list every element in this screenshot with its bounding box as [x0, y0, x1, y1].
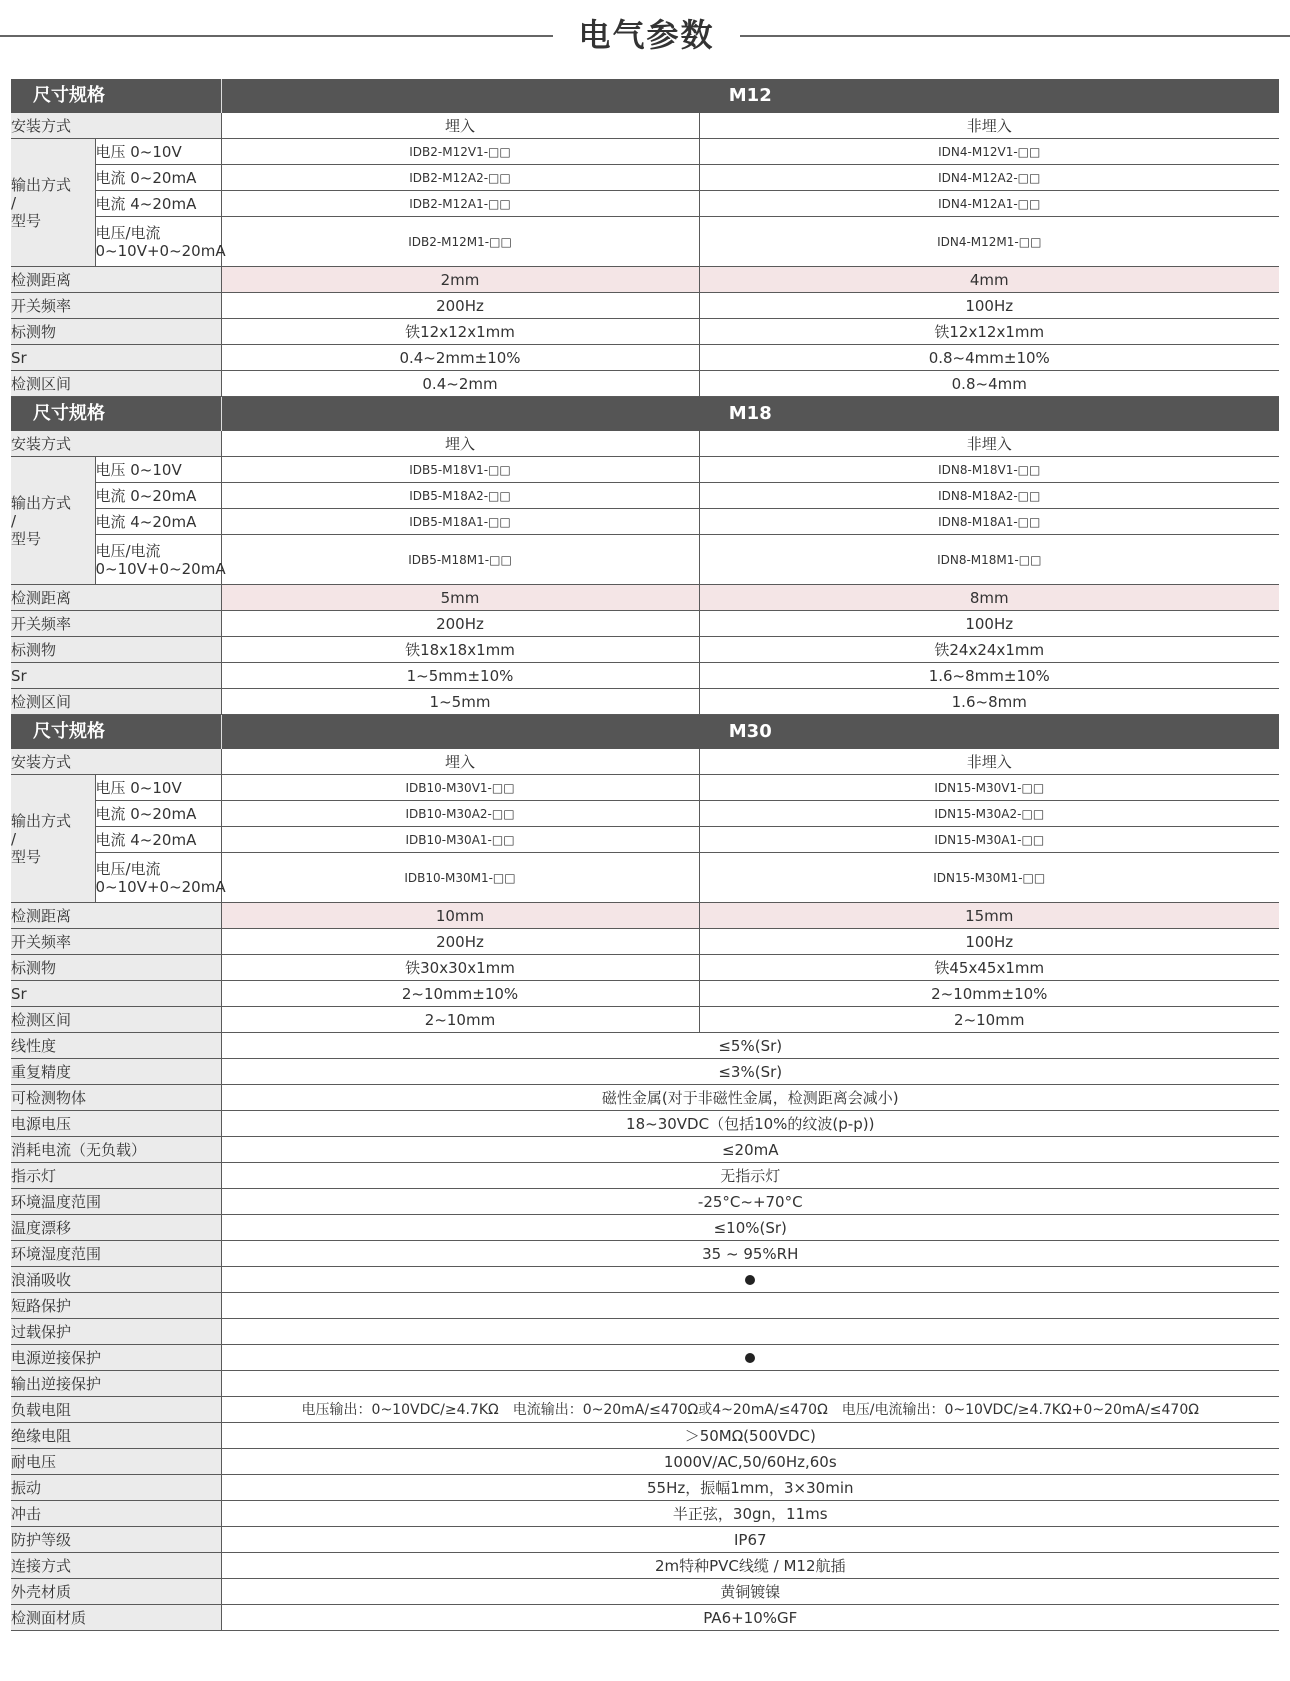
supported-dot-icon	[745, 1275, 755, 1285]
common-spec-row	[11, 1605, 1279, 1631]
common-spec-value: ≤5%(Sr)	[221, 1033, 1279, 1059]
range-row	[11, 371, 1279, 397]
mount-row	[11, 113, 1279, 139]
row-label: 标测物	[11, 319, 221, 345]
section-header-row	[11, 715, 1279, 750]
common-spec-value: PA6+10%GF	[221, 1605, 1279, 1631]
row-label: Sr	[11, 345, 221, 371]
common-spec-row	[11, 1397, 1279, 1423]
frequency-nonflush-value: 100Hz	[699, 929, 1279, 955]
section-header-row	[11, 79, 1279, 113]
output-type-label: 电流 0~20mA	[95, 483, 221, 509]
model-code-flush: IDB2-M12V1-□□	[221, 139, 699, 165]
output-type-line: /	[11, 511, 17, 530]
row-label: 检测面材质	[11, 1605, 221, 1631]
target-flush-value: 铁18x18x1mm	[221, 637, 699, 663]
output-type-line: 输出方式	[11, 493, 72, 512]
row-label: 防护等级	[11, 1527, 221, 1553]
supported-dot-icon	[745, 1353, 755, 1363]
target-flush-value: 铁30x30x1mm	[221, 955, 699, 981]
distance-nonflush-value: 4mm	[699, 267, 1279, 293]
output-type-line: 输出方式	[11, 811, 72, 830]
common-spec-value: 2m特种PVC线缆 / M12航插	[221, 1553, 1279, 1579]
output-type-group-label	[11, 457, 95, 585]
sr-nonflush-value: 1.6~8mm±10%	[699, 663, 1279, 689]
model-code-nonflush: IDN8-M18A2-□□	[699, 483, 1279, 509]
model-code-nonflush: IDN15-M30A2-□□	[699, 801, 1279, 827]
frequency-flush-value: 200Hz	[221, 293, 699, 319]
output-type-line: 型号	[11, 211, 42, 230]
frequency-row	[11, 611, 1279, 637]
row-label: 开关频率	[11, 929, 221, 955]
mount-flush-value: 埋入	[221, 749, 699, 775]
common-spec-value	[221, 1267, 1279, 1293]
output-type-label	[95, 853, 226, 903]
row-label: 耐电压	[11, 1449, 221, 1475]
sr-row	[11, 981, 1279, 1007]
model-code-nonflush: IDN8-M18A1-□□	[699, 509, 1279, 535]
frequency-flush-value: 200Hz	[221, 611, 699, 637]
row-label: 环境湿度范围	[11, 1241, 221, 1267]
output-type-label	[95, 535, 226, 585]
output-model-row	[11, 801, 1279, 827]
common-spec-value: 无指示灯	[221, 1163, 1279, 1189]
model-code-nonflush: IDN15-M30V1-□□	[699, 775, 1279, 801]
row-label: 检测距离	[11, 267, 221, 293]
output-type-label: 电流 4~20mA	[95, 827, 221, 853]
frequency-row	[11, 929, 1279, 955]
common-spec-row	[11, 1319, 1279, 1345]
common-spec-row	[11, 1449, 1279, 1475]
row-label: 过载保护	[11, 1319, 221, 1345]
target-row	[11, 637, 1279, 663]
target-nonflush-value: 铁45x45x1mm	[699, 955, 1279, 981]
range-nonflush-value: 2~10mm	[699, 1007, 1279, 1033]
output-type-line: 电压/电流	[95, 541, 161, 560]
frequency-row	[11, 293, 1279, 319]
common-spec-row	[11, 1189, 1279, 1215]
frequency-nonflush-value: 100Hz	[699, 293, 1279, 319]
row-label: 绝缘电阻	[11, 1423, 221, 1449]
sr-nonflush-value: 2~10mm±10%	[699, 981, 1279, 1007]
section-model-name: M18	[221, 397, 1279, 432]
row-label: 消耗电流（无负载）	[11, 1137, 221, 1163]
output-model-row	[11, 191, 1279, 217]
model-code-flush: IDB10-M30M1-□□	[221, 853, 699, 903]
model-code-nonflush: IDN4-M12A2-□□	[699, 165, 1279, 191]
common-spec-row	[11, 1423, 1279, 1449]
row-label: 电源逆接保护	[11, 1345, 221, 1371]
common-spec-value: 18~30VDC（包括10%的纹波(p-p))	[221, 1111, 1279, 1137]
section-size-label: 尺寸规格	[11, 715, 221, 750]
common-spec-value: 磁性金属(对于非磁性金属，检测距离会减小)	[221, 1085, 1279, 1111]
model-code-nonflush: IDN8-M18V1-□□	[699, 457, 1279, 483]
model-code-nonflush: IDN15-M30M1-□□	[699, 853, 1279, 903]
range-flush-value: 2~10mm	[221, 1007, 699, 1033]
output-type-line: 输出方式	[11, 175, 72, 194]
common-spec-row	[11, 1111, 1279, 1137]
target-row	[11, 319, 1279, 345]
output-model-row	[11, 139, 1279, 165]
row-label: 振动	[11, 1475, 221, 1501]
row-label: 温度漂移	[11, 1215, 221, 1241]
output-type-label: 电流 4~20mA	[95, 191, 221, 217]
common-spec-value: 半正弦，30gn，11ms	[221, 1501, 1279, 1527]
output-type-line: 型号	[11, 529, 42, 548]
row-label: 负载电阻	[11, 1397, 221, 1423]
target-nonflush-value: 铁12x12x1mm	[699, 319, 1279, 345]
output-model-row	[11, 483, 1279, 509]
distance-row	[11, 585, 1279, 611]
common-spec-value: -25°C~+70°C	[221, 1189, 1279, 1215]
common-spec-value: 35 ~ 95%RH	[221, 1241, 1279, 1267]
mount-flush-value: 埋入	[221, 113, 699, 139]
distance-row	[11, 903, 1279, 929]
output-type-line: 电压/电流	[95, 859, 161, 878]
output-type-label: 电压 0~10V	[95, 457, 221, 483]
output-type-line: 0~10V+0~20mA	[95, 877, 226, 896]
output-type-line: /	[11, 193, 17, 212]
distance-nonflush-value: 15mm	[699, 903, 1279, 929]
output-model-row	[11, 535, 1279, 585]
common-spec-row	[11, 1293, 1279, 1319]
common-spec-value: ≤3%(Sr)	[221, 1059, 1279, 1085]
common-spec-row	[11, 1371, 1279, 1397]
row-label: 安装方式	[11, 431, 221, 457]
common-spec-row	[11, 1267, 1279, 1293]
mount-row	[11, 431, 1279, 457]
model-code-flush: IDB5-M18M1-□□	[221, 535, 699, 585]
common-spec-row	[11, 1241, 1279, 1267]
row-label: 环境温度范围	[11, 1189, 221, 1215]
output-type-line: 0~10V+0~20mA	[95, 241, 226, 260]
model-code-flush: IDB10-M30A1-□□	[221, 827, 699, 853]
output-type-line: 型号	[11, 847, 42, 866]
mount-row	[11, 749, 1279, 775]
distance-nonflush-value: 8mm	[699, 585, 1279, 611]
mount-nonflush-value: 非埋入	[699, 749, 1279, 775]
section-size-label: 尺寸规格	[11, 79, 221, 113]
frequency-flush-value: 200Hz	[221, 929, 699, 955]
row-label: 外壳材质	[11, 1579, 221, 1605]
row-label: 安装方式	[11, 113, 221, 139]
section-model-name: M12	[221, 79, 1279, 113]
output-model-row	[11, 509, 1279, 535]
common-spec-row	[11, 1215, 1279, 1241]
sr-flush-value: 1~5mm±10%	[221, 663, 699, 689]
common-spec-row	[11, 1033, 1279, 1059]
model-code-flush: IDB5-M18V1-□□	[221, 457, 699, 483]
output-type-group-label	[11, 775, 95, 903]
output-type-line: 0~10V+0~20mA	[95, 559, 226, 578]
range-flush-value: 1~5mm	[221, 689, 699, 715]
output-type-line: /	[11, 829, 17, 848]
output-model-row	[11, 827, 1279, 853]
row-label: 指示灯	[11, 1163, 221, 1189]
common-spec-row	[11, 1553, 1279, 1579]
common-spec-row	[11, 1059, 1279, 1085]
output-type-label: 电流 0~20mA	[95, 801, 221, 827]
row-label: 线性度	[11, 1033, 221, 1059]
output-model-row	[11, 457, 1279, 483]
common-spec-value	[221, 1345, 1279, 1371]
sr-nonflush-value: 0.8~4mm±10%	[699, 345, 1279, 371]
range-nonflush-value: 0.8~4mm	[699, 371, 1279, 397]
common-spec-value: 1000V/AC,50/60Hz,60s	[221, 1449, 1279, 1475]
common-spec-value	[221, 1293, 1279, 1319]
row-label: 标测物	[11, 637, 221, 663]
common-spec-row	[11, 1527, 1279, 1553]
model-code-nonflush: IDN8-M18M1-□□	[699, 535, 1279, 585]
row-label: 连接方式	[11, 1553, 221, 1579]
row-label: 检测区间	[11, 689, 221, 715]
sr-flush-value: 0.4~2mm±10%	[221, 345, 699, 371]
row-label: 短路保护	[11, 1293, 221, 1319]
distance-flush-value: 10mm	[221, 903, 699, 929]
range-nonflush-value: 1.6~8mm	[699, 689, 1279, 715]
range-row	[11, 689, 1279, 715]
spec-table	[11, 79, 1279, 1631]
row-label: 检测距离	[11, 903, 221, 929]
sr-row	[11, 663, 1279, 689]
row-label: 可检测物体	[11, 1085, 221, 1111]
row-label: 冲击	[11, 1501, 221, 1527]
row-label: 检测距离	[11, 585, 221, 611]
model-code-flush: IDB2-M12M1-□□	[221, 217, 699, 267]
model-code-nonflush: IDN4-M12V1-□□	[699, 139, 1279, 165]
common-spec-row	[11, 1475, 1279, 1501]
output-model-row	[11, 853, 1279, 903]
output-type-label: 电压 0~10V	[95, 775, 221, 801]
common-spec-row	[11, 1345, 1279, 1371]
common-spec-value: ≤10%(Sr)	[221, 1215, 1279, 1241]
target-nonflush-value: 铁24x24x1mm	[699, 637, 1279, 663]
model-code-flush: IDB10-M30V1-□□	[221, 775, 699, 801]
distance-flush-value: 2mm	[221, 267, 699, 293]
model-code-nonflush: IDN4-M12M1-□□	[699, 217, 1279, 267]
output-type-line: 电压/电流	[95, 223, 161, 242]
row-label: 输出逆接保护	[11, 1371, 221, 1397]
common-spec-row	[11, 1501, 1279, 1527]
output-model-row	[11, 165, 1279, 191]
title-divider-right	[740, 35, 1290, 37]
section-size-label: 尺寸规格	[11, 397, 221, 432]
row-label: 检测区间	[11, 371, 221, 397]
common-spec-value: 电压输出：0~10VDC/≥4.7KΩ 电流输出：0~20mA/≤470Ω或4~20mA/≤470Ω 电压/电流输出：0~10VDC/≥4.7KΩ+0~20mA/≤470Ω	[221, 1397, 1279, 1423]
row-label: Sr	[11, 663, 221, 689]
common-spec-value: ≤20mA	[221, 1137, 1279, 1163]
target-row	[11, 955, 1279, 981]
row-label: 标测物	[11, 955, 221, 981]
output-model-row	[11, 217, 1279, 267]
common-spec-value: IP67	[221, 1527, 1279, 1553]
output-type-group-label	[11, 139, 95, 267]
row-label: 检测区间	[11, 1007, 221, 1033]
mount-nonflush-value: 非埋入	[699, 113, 1279, 139]
model-code-flush: IDB10-M30A2-□□	[221, 801, 699, 827]
common-spec-value	[221, 1319, 1279, 1345]
frequency-nonflush-value: 100Hz	[699, 611, 1279, 637]
model-code-nonflush: IDN4-M12A1-□□	[699, 191, 1279, 217]
common-spec-row	[11, 1137, 1279, 1163]
page-title: 电气参数	[578, 16, 715, 54]
row-label: 浪涌吸收	[11, 1267, 221, 1293]
row-label: Sr	[11, 981, 221, 1007]
target-flush-value: 铁12x12x1mm	[221, 319, 699, 345]
row-label: 安装方式	[11, 749, 221, 775]
model-code-flush: IDB2-M12A2-□□	[221, 165, 699, 191]
common-spec-value: 55Hz，振幅1mm，3×30min	[221, 1475, 1279, 1501]
row-label: 电源电压	[11, 1111, 221, 1137]
model-code-nonflush: IDN15-M30A1-□□	[699, 827, 1279, 853]
row-label: 重复精度	[11, 1059, 221, 1085]
row-label: 开关频率	[11, 293, 221, 319]
section-header-row	[11, 397, 1279, 432]
common-spec-row	[11, 1163, 1279, 1189]
output-type-label: 电流 4~20mA	[95, 509, 221, 535]
sr-row	[11, 345, 1279, 371]
mount-nonflush-value: 非埋入	[699, 431, 1279, 457]
output-type-label: 电压 0~10V	[95, 139, 221, 165]
common-spec-value: 黄铜镀镍	[221, 1579, 1279, 1605]
common-spec-value: ＞50MΩ(500VDC)	[221, 1423, 1279, 1449]
model-code-flush: IDB5-M18A2-□□	[221, 483, 699, 509]
range-row	[11, 1007, 1279, 1033]
output-model-row	[11, 775, 1279, 801]
output-type-label	[95, 217, 226, 267]
distance-flush-value: 5mm	[221, 585, 699, 611]
sr-flush-value: 2~10mm±10%	[221, 981, 699, 1007]
common-spec-row	[11, 1085, 1279, 1111]
mount-flush-value: 埋入	[221, 431, 699, 457]
row-label: 开关频率	[11, 611, 221, 637]
title-bar	[0, 0, 1290, 70]
common-spec-row	[11, 1579, 1279, 1605]
title-divider-left	[0, 35, 553, 37]
section-model-name: M30	[221, 715, 1279, 750]
output-type-label: 电流 0~20mA	[95, 165, 221, 191]
common-spec-value	[221, 1371, 1279, 1397]
range-flush-value: 0.4~2mm	[221, 371, 699, 397]
distance-row	[11, 267, 1279, 293]
model-code-flush: IDB5-M18A1-□□	[221, 509, 699, 535]
model-code-flush: IDB2-M12A1-□□	[221, 191, 699, 217]
